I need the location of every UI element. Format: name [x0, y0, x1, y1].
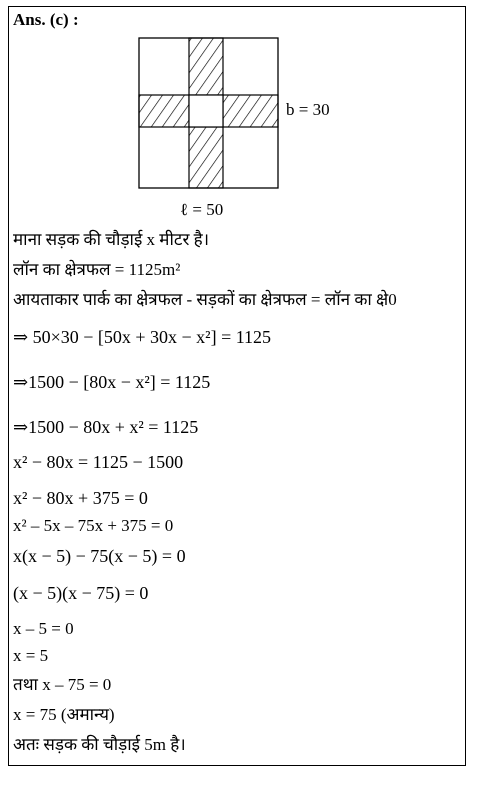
solution-line-14: तथा x – 75 = 0 — [13, 675, 112, 694]
solution-line-3: आयताकार पार्क का क्षेत्रफल - सड़कों का क्षेत्रफल = लॉन का क्षे0 — [13, 290, 397, 309]
solution-line-10: x(x − 5) − 75(x − 5) = 0 — [13, 546, 186, 566]
solution-line-9: x² – 5x – 75x + 375 = 0 — [13, 516, 174, 535]
horizontal-road-left — [139, 95, 189, 127]
park-road-diagram — [128, 34, 348, 224]
solution-line-16: अतः सड़क की चौड़ाई 5m है। — [13, 735, 186, 754]
vertical-road-top — [189, 38, 223, 95]
solution-line-15: x = 75 (अमान्य) — [13, 705, 115, 724]
answer-label: Ans. (c) : — [13, 10, 79, 29]
solution-line-4: ⇒ 50×30 − [50x + 30x − x²] = 1125 — [13, 327, 272, 347]
vertical-road-bottom — [189, 127, 223, 188]
horizontal-road-right — [223, 95, 278, 127]
breadth-label: b = 30 — [286, 100, 330, 119]
solution-line-1: माना सड़क की चौड़ाई x मीटर है। — [13, 230, 210, 249]
solution-line-11: (x − 5)(x − 75) = 0 — [13, 583, 149, 603]
length-label: ℓ = 50 — [180, 200, 224, 219]
solution-line-2: लॉन का क्षेत्रफल = 1125m² — [13, 260, 181, 279]
solution-line-12: x – 5 = 0 — [13, 619, 74, 638]
solution-line-7: x² − 80x = 1125 − 1500 — [13, 452, 184, 472]
solution-line-8: x² − 80x + 375 = 0 — [13, 488, 148, 508]
road-intersection — [189, 95, 223, 127]
solution-line-5: ⇒1500 − [80x − x²] = 1125 — [13, 372, 211, 392]
solution-line-6: ⇒1500 − 80x + x² = 1125 — [13, 417, 199, 437]
solution-line-13: x = 5 — [13, 646, 49, 665]
